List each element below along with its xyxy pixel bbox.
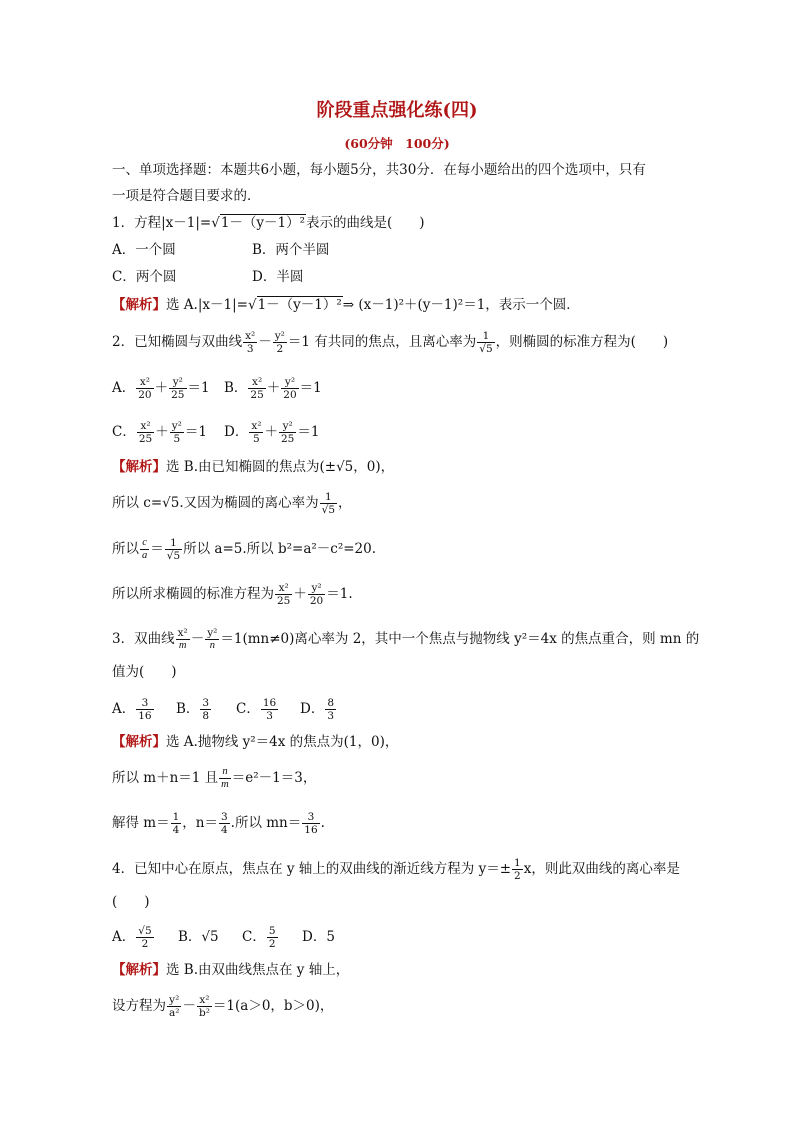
q3-analysis-3: 解得 m＝ $\frac{1}{4}$ ，n＝ $\frac{3}{4}$ .所以 mn＝ $\frac{3}{16}$ . (112, 811, 325, 836)
q1-options-row2 (112, 267, 694, 287)
q2-options-row2 (112, 420, 694, 445)
q3-stem-cont: 值为( ) (112, 664, 177, 680)
q1-stem: 1．方程|x－1|=√1－（y－1）²表示的曲线是( ) (112, 215, 425, 231)
q4-analysis-1: 【解析】选 B.由双曲线焦点在 y 轴上， (112, 962, 350, 978)
analysis-tag: 【解析】 (112, 459, 166, 475)
analysis-tag: 【解析】 (112, 297, 166, 313)
q2-option-a: A． $\frac{\text{x²}}{20}$ ＋ $\frac{\text{y²}}{25}$ ＝1 (112, 376, 210, 401)
q4-stem-cont: ( ) (112, 894, 150, 910)
q4-option-a: A． $\frac{√5}{2}$ (112, 925, 152, 950)
q2-options-row1 (112, 376, 694, 401)
q3-stem: 3．双曲线 $\frac{\text{x²}}{m}$ － $\frac{\text{y²}}{n}$ ＝1(mn≠0)离心率为 2，其中一个焦点与抛物线 y²＝4x 的焦点重合，则 mn 的 (112, 627, 700, 651)
q2-analysis-2: 所以 c=√5.又因为椭圆的离心率为 $\frac{1}{√5}$ ， (112, 491, 352, 516)
q1-option-d: D．半圆 (252, 269, 304, 285)
fraction: $\frac{1}{√5}$ (479, 330, 493, 355)
q1-option-c: C．两个圆 (112, 269, 177, 285)
q2-option-c: C． $\frac{\text{x²}}{25}$ ＋ $\frac{\text{y²}}{5}$ ＝1 (112, 420, 207, 445)
q3-option-c: C． $\frac{16}{3}$ (236, 697, 277, 722)
fraction: $\frac{\text{x²}}{3}$ (245, 330, 256, 355)
page-title: 阶段重点强化练(四) (316, 100, 478, 121)
q2-analysis-4: 所以所求椭圆的标准方程为 $\frac{\text{x²}}{25}$ ＋ $\frac{\text{y²}}{20}$ ＝1. (112, 582, 353, 607)
page-subtitle: (60分钟 100分) (344, 136, 450, 151)
q1-options-row1 (112, 240, 694, 260)
analysis-tag: 【解析】 (112, 734, 166, 750)
q4-option-c: C． $\frac{5}{2}$ (242, 925, 276, 950)
q1-analysis: 【解析】选 A.|x－1|=√1－（y－1）²⇒ (x－1)²＋(y－1)²＝1，表示一个圆． (112, 297, 580, 313)
q2-option-b: B． $\frac{\text{x²}}{25}$ ＋ $\frac{\text{y²}}{20}$ ＝1 (224, 376, 322, 401)
fraction: $\frac{\text{y²}}{2}$ (274, 330, 285, 355)
q3-option-a: A． $\frac{3}{16}$ (112, 697, 152, 722)
q1-option-b: B．两个半圆 (252, 242, 330, 258)
q4-option-d: D．5 (302, 929, 335, 945)
q3-option-d: D． $\frac{8}{3}$ (300, 697, 335, 722)
q4-analysis-2: 设方程为 $\frac{\text{y²}}{\text{a²}}$ － $\frac{\text{x²}}{\text{b²}}$ ＝1(a＞0，b＞0)， (112, 994, 334, 1019)
q2-analysis-3: 所以 $\frac{c}{a}$ ＝ $\frac{1}{√5}$ 所以 a=5.所以 b²=a²－c²=20. (112, 537, 377, 562)
section-heading: 一、单项选择题：本题共6小题，每小题5分，共30分．在每小题给出的四个选项中，只有 (112, 162, 646, 178)
q2-option-d: D． $\frac{\text{x²}}{5}$ ＋ $\frac{\text{y²}}{25}$ ＝1 (224, 420, 320, 445)
q4-option-b: B．√5 (178, 929, 219, 945)
q3-options (112, 697, 694, 722)
section-heading-cont: 一项是符合题目要求的． (112, 188, 261, 204)
q3-analysis-2: 所以 m＋n＝1 且 $\frac{n}{m}$ ＝e²－1＝3， (112, 766, 317, 790)
q4-stem: 4．已知中心在原点，焦点在 y 轴上的双曲线的渐近线方程为 y＝± $\frac{1}{2}$ x，则此双曲线的离心率是 (112, 857, 680, 882)
q3-analysis-1: 【解析】选 A.抛物线 y²＝4x 的焦点为(1，0)， (112, 734, 399, 750)
analysis-tag: 【解析】 (112, 962, 166, 978)
q2-analysis-1: 【解析】选 B.由已知椭圆的焦点为(±√5，0)， (112, 459, 395, 475)
q2-stem: 2．已知椭圆与双曲线 $\frac{\text{x²}}{3}$ － $\frac{\text{y²}}{2}$ ＝1 有共同的焦点，且离心率为 $\frac{1}{√5}$ ，则椭圆的标准方程为( ) (112, 330, 669, 355)
q4-options (112, 925, 694, 950)
q1-option-a: A．一个圆 (112, 242, 176, 258)
q3-option-b: B． $\frac{3}{8}$ (176, 697, 210, 722)
